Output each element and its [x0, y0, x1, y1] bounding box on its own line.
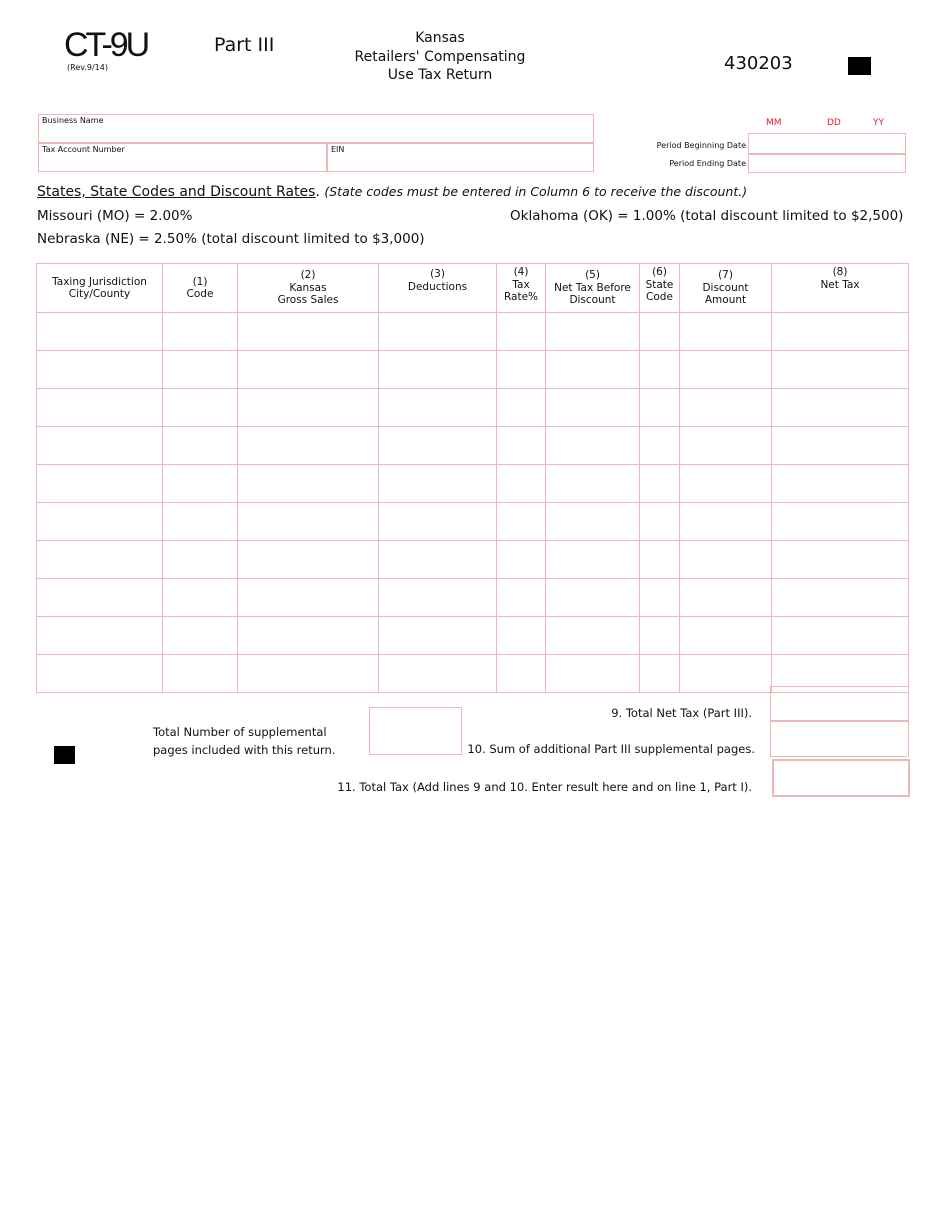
cell-deductions[interactable]	[379, 503, 497, 541]
ein-label: EIN	[331, 145, 345, 154]
form-revision: (Rev.9/14)	[67, 63, 108, 72]
cell-net-tax[interactable]	[772, 351, 909, 389]
cell-code[interactable]	[163, 541, 238, 579]
column-header-state-code: (6) State Code	[640, 264, 680, 313]
cell-gross-sales[interactable]	[238, 541, 379, 579]
cell-gross-sales[interactable]	[238, 465, 379, 503]
cell-gross-sales[interactable]	[238, 579, 379, 617]
cell-jurisdiction[interactable]	[37, 313, 163, 351]
cell-discount-amount[interactable]	[680, 503, 772, 541]
cell-discount-amount[interactable]	[680, 351, 772, 389]
cell-discount-amount[interactable]	[680, 389, 772, 427]
form-title	[340, 29, 540, 85]
cell-state-code[interactable]	[640, 503, 680, 541]
cell-jurisdiction[interactable]	[37, 617, 163, 655]
cell-deductions[interactable]	[379, 465, 497, 503]
cell-code[interactable]	[163, 427, 238, 465]
cell-jurisdiction[interactable]	[37, 541, 163, 579]
cell-tax-rate[interactable]	[497, 541, 546, 579]
column-header-net-tax-before-discount: (5) Net Tax Before Discount	[546, 264, 640, 313]
cell-net-tax-before-discount[interactable]	[546, 579, 640, 617]
cell-state-code[interactable]	[640, 541, 680, 579]
period-beginning-label: Period Beginning Date	[656, 141, 746, 150]
business-name-label: Business Name	[42, 116, 104, 125]
cell-tax-rate[interactable]	[497, 503, 546, 541]
cell-gross-sales[interactable]	[238, 503, 379, 541]
cell-deductions[interactable]	[379, 541, 497, 579]
cell-deductions[interactable]	[379, 617, 497, 655]
cell-net-tax-before-discount[interactable]	[546, 351, 640, 389]
cell-deductions[interactable]	[379, 579, 497, 617]
tax-table	[36, 263, 909, 693]
table-row	[37, 579, 909, 617]
line-9-total-net-tax-field[interactable]	[770, 686, 909, 721]
table-row	[37, 313, 909, 351]
table-row	[37, 541, 909, 579]
title-line: Retailers' Compensating	[354, 48, 526, 65]
cell-tax-rate[interactable]	[497, 351, 546, 389]
cell-gross-sales[interactable]	[238, 655, 379, 693]
cell-state-code[interactable]	[640, 389, 680, 427]
cell-net-tax[interactable]	[772, 389, 909, 427]
discount-note: (State codes must be entered in Column 6 to receive the discount.)	[324, 184, 748, 199]
cell-code[interactable]	[163, 617, 238, 655]
title-line: Kansas	[415, 30, 465, 46]
cell-state-code[interactable]	[640, 313, 680, 351]
column-header-code: (1) Code	[163, 264, 238, 313]
tax-account-number-label: Tax Account Number	[42, 145, 125, 154]
cell-jurisdiction[interactable]	[37, 427, 163, 465]
cell-net-tax-before-discount[interactable]	[546, 465, 640, 503]
cell-deductions[interactable]	[379, 427, 497, 465]
cell-net-tax[interactable]	[772, 503, 909, 541]
cell-tax-rate[interactable]	[497, 427, 546, 465]
cell-state-code[interactable]	[640, 427, 680, 465]
cell-net-tax[interactable]	[772, 541, 909, 579]
cell-discount-amount[interactable]	[680, 579, 772, 617]
cell-code[interactable]	[163, 313, 238, 351]
table-row	[37, 465, 909, 503]
cell-tax-rate[interactable]	[497, 617, 546, 655]
cell-net-tax[interactable]	[772, 427, 909, 465]
supplemental-pages-label: Total Number of supplemental pages included with this return.	[153, 725, 336, 757]
cell-deductions[interactable]	[379, 655, 497, 693]
cell-code[interactable]	[163, 655, 238, 693]
cell-discount-amount[interactable]	[680, 541, 772, 579]
cell-net-tax-before-discount[interactable]	[546, 541, 640, 579]
column-header-jurisdiction: Taxing Jurisdiction City/County	[37, 264, 163, 313]
cell-gross-sales[interactable]	[238, 313, 379, 351]
month-header: MM	[766, 118, 782, 128]
column-header-net-tax: (8) Net Tax	[772, 264, 909, 313]
cell-code[interactable]	[163, 503, 238, 541]
cell-code[interactable]	[163, 351, 238, 389]
cell-net-tax-before-discount[interactable]	[546, 313, 640, 351]
cell-code[interactable]	[163, 579, 238, 617]
line-11-total-tax-field[interactable]	[772, 759, 910, 797]
cell-jurisdiction[interactable]	[37, 389, 163, 427]
line-10-label: 10. Sum of additional Part III supplemental pages.	[467, 742, 755, 756]
column-header-deductions: (3) Deductions	[379, 264, 497, 313]
cell-code[interactable]	[163, 389, 238, 427]
discount-heading-line: States, State Codes and Discount Rates. (State codes must be entered in Column 6 to receive the discount.)	[37, 184, 748, 200]
discount-heading: States, State Codes and Discount Rates	[37, 184, 316, 200]
cell-jurisdiction[interactable]	[37, 579, 163, 617]
cell-deductions[interactable]	[379, 351, 497, 389]
table-row	[37, 503, 909, 541]
cell-deductions[interactable]	[379, 389, 497, 427]
table-row	[37, 617, 909, 655]
year-header: YY	[873, 118, 884, 128]
column-header-tax-rate: (4) Tax Rate%	[497, 264, 546, 313]
table-row	[37, 351, 909, 389]
nebraska-rate: Nebraska (NE) = 2.50% (total discount limited to $3,000)	[37, 231, 425, 247]
cell-gross-sales[interactable]	[238, 427, 379, 465]
cell-tax-rate[interactable]	[497, 465, 546, 503]
registration-mark	[848, 57, 871, 75]
period-ending-label: Period Ending Date	[669, 159, 746, 168]
cell-jurisdiction[interactable]	[37, 351, 163, 389]
cell-tax-rate[interactable]	[497, 313, 546, 351]
cell-net-tax[interactable]	[772, 579, 909, 617]
cell-code[interactable]	[163, 465, 238, 503]
cell-discount-amount[interactable]	[680, 655, 772, 693]
cell-discount-amount[interactable]	[680, 465, 772, 503]
table-row	[37, 389, 909, 427]
cell-state-code[interactable]	[640, 351, 680, 389]
cell-tax-rate[interactable]	[497, 579, 546, 617]
cell-discount-amount[interactable]	[680, 617, 772, 655]
cell-net-tax-before-discount[interactable]	[546, 389, 640, 427]
period-ending-date-field[interactable]	[748, 154, 906, 173]
cell-net-tax-before-discount[interactable]	[546, 503, 640, 541]
oklahoma-rate: Oklahoma (OK) = 1.00% (total discount limited to $2,500)	[510, 208, 904, 224]
period-beginning-date-field[interactable]	[748, 133, 906, 154]
line-10-supplemental-sum-field[interactable]	[770, 721, 909, 757]
cell-net-tax-before-discount[interactable]	[546, 655, 640, 693]
form-part: Part III	[214, 34, 275, 56]
column-header-gross-sales: (2) Kansas Gross Sales	[238, 264, 379, 313]
cell-state-code[interactable]	[640, 617, 680, 655]
day-header: DD	[827, 118, 841, 128]
cell-state-code[interactable]	[640, 579, 680, 617]
line-11-label: 11. Total Tax (Add lines 9 and 10. Enter result here and on line 1, Part I).	[337, 780, 752, 794]
cell-discount-amount[interactable]	[680, 427, 772, 465]
cell-gross-sales[interactable]	[238, 351, 379, 389]
line-9-label: 9. Total Net Tax (Part III).	[611, 706, 752, 720]
cell-net-tax-before-discount[interactable]	[546, 617, 640, 655]
ein-field[interactable]	[327, 143, 594, 172]
title-line: Use Tax Return	[387, 67, 493, 83]
tax-account-number-field[interactable]	[38, 143, 327, 172]
supplemental-pages-count-field[interactable]	[369, 707, 462, 755]
cell-deductions[interactable]	[379, 313, 497, 351]
form-code: 430203	[724, 53, 793, 74]
cell-jurisdiction[interactable]	[37, 503, 163, 541]
cell-gross-sales[interactable]	[238, 617, 379, 655]
cell-jurisdiction[interactable]	[37, 465, 163, 503]
missouri-rate: Missouri (MO) = 2.00%	[37, 208, 193, 224]
cell-state-code[interactable]	[640, 655, 680, 693]
cell-discount-amount[interactable]	[680, 313, 772, 351]
form-number: CT-9U	[64, 26, 148, 64]
cell-tax-rate[interactable]	[497, 655, 546, 693]
cell-net-tax[interactable]	[772, 313, 909, 351]
cell-gross-sales[interactable]	[238, 389, 379, 427]
cell-tax-rate[interactable]	[497, 389, 546, 427]
cell-net-tax[interactable]	[772, 617, 909, 655]
cell-net-tax-before-discount[interactable]	[546, 427, 640, 465]
registration-mark	[54, 746, 75, 764]
column-header-discount-amount: (7) Discount Amount	[680, 264, 772, 313]
cell-jurisdiction[interactable]	[37, 655, 163, 693]
cell-net-tax[interactable]	[772, 465, 909, 503]
table-header-row	[37, 264, 909, 313]
business-name-field[interactable]	[38, 114, 594, 143]
table-row	[37, 427, 909, 465]
cell-state-code[interactable]	[640, 465, 680, 503]
